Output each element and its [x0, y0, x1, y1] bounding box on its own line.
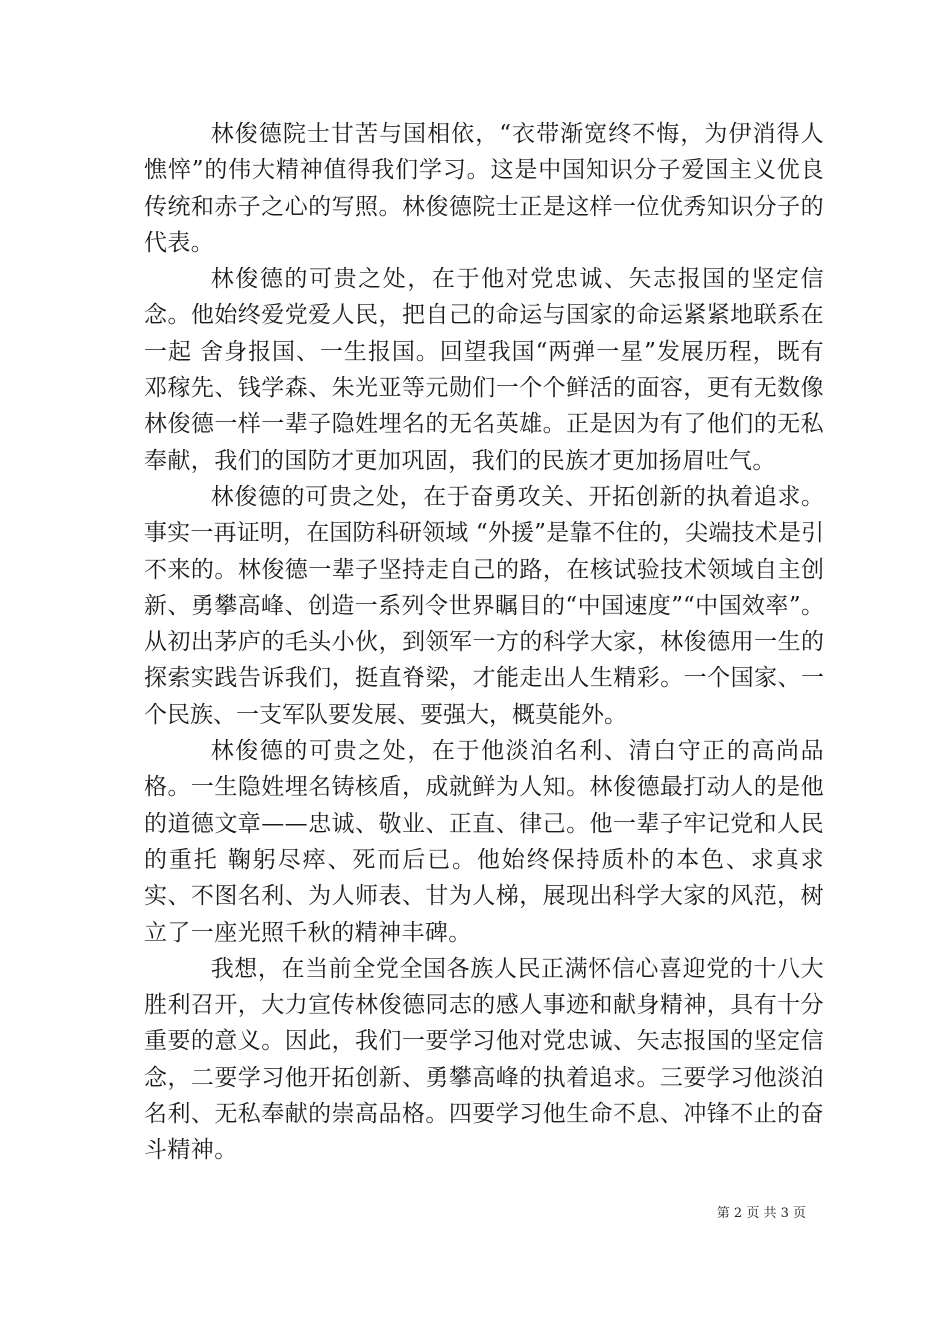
paragraph-2: 林俊德的可贵之处，在于他对党忠诚、矢志报国的坚定信念。他始终爱党爱人民，把自己的命运与国家的命运紧紧地联系在一起 舍身报国、一生报国。回望我国“两弹一星”发展历程，既有邓稼先、钱学森、朱光亚等元勋们一个个鲜活的面容，更有无数像林俊德一样一辈子隐姓埋名的无名英雄。正是因为有了他们的无私奉献，我们的国防才更加巩固，我们的民族才更加扬眉吐气。 [144, 266, 824, 474]
paragraph-3: 林俊德的可贵之处，在于奋勇攻关、开拓创新的执着追求。事实一再证明，在国防科研领域 “外援”是靠不住的，尖端技术是引不来的。林俊德一辈子坚持走自己的路，在核试验技术领域自主创新、勇攀高峰、创造一系列令世界瞩目的“中国速度”“中国效率”。从初出茅庐的毛头小伙，到领军一方的科学大家，林俊德用一生的探索实践告诉我们，挺直脊梁，才能走出人生精彩。一个国家、一个民族、一支军队要发展、要强大，概莫能外。 [144, 483, 824, 728]
document-body [144, 116, 824, 1169]
page-number-footer: 第 2 页 共 3 页 [716, 1206, 806, 1221]
paragraph-1: 林俊德院士甘苦与国相依，“衣带渐宽终不悔，为伊消得人憔悴”的伟大精神值得我们学习。这是中国知识分子爱国主义优良传统和赤子之心的写照。林俊德院士正是这样一位优秀知识分子的代表。 [144, 121, 824, 256]
paragraph-5: 我想，在当前全党全国各族人民正满怀信心喜迎党的十八大胜利召开，大力宣传林俊德同志的感人事迹和献身精神，具有十分重要的意义。因此，我们一要学习他对党忠诚、矢志报国的坚定信念，二要学习他开拓创新、勇攀高峰的执着追求。三要学习他淡泊名利、无私奉献的崇高品格。四要学习他生命不息、冲锋不止的奋斗精神。 [144, 955, 824, 1164]
paragraph-4: 林俊德的可贵之处，在于他淡泊名利、清白守正的高尚品格。一生隐姓埋名铸核盾，成就鲜为人知。林俊德最打动人的是他的道德文章——忠诚、敬业、正直、律己。他一辈子牢记党和人民的重托 鞠躬尽瘁、死而后已。他始终保持质朴的本色、求真求实、不图名利、为人师表、甘为人梯，展现出科学大家的风范，树立了一座光照千秋的精神丰碑。 [144, 738, 824, 946]
